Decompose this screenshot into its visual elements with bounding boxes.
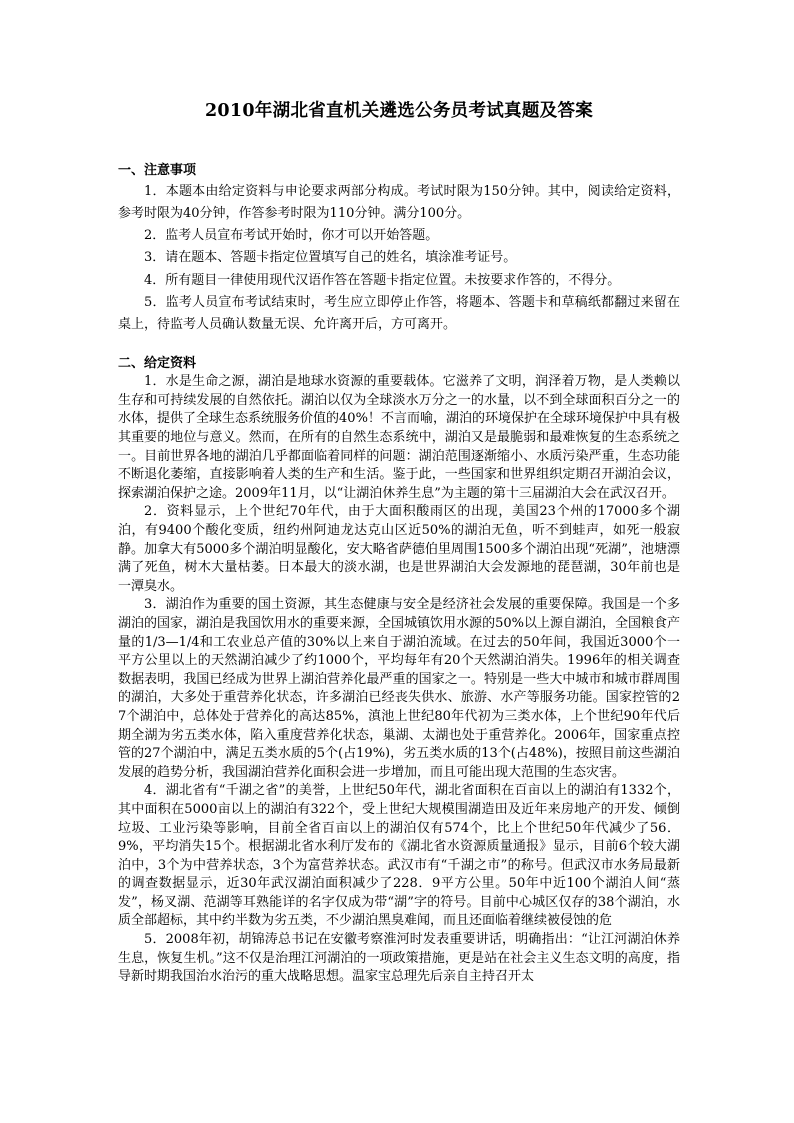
- document-title: 2010年湖北省直机关遴选公务员考试真题及答案: [204, 101, 594, 121]
- notes-paragraph-5: 5．监考人员宣布考试结束时，考生应立即停止作答，将题本、答题卡和草稿纸都翻过来留在桌上，待监考人员确认数量无误、允许离开后，方可离开。: [118, 295, 680, 333]
- material-paragraph-5: 5．2008年初，胡锦涛总书记在安徽考察淮河时发表重要讲话，明确指出：“让江河湖泊休养生息，恢复生机。”这不仅是治理江河湖泊的一项政策措施，更是站在社会主义生态文明的高度，指导新时期我国治水治污的重大战略思想。温家宝总理先后亲自主持召开太: [118, 932, 680, 985]
- notes-paragraph-1: 1．本题本由给定资料与申论要求两部分构成。考试时限为150分钟。其中，阅读给定资料，参考时限为40分钟，作答参考时限为110分钟。满分100分。: [118, 183, 680, 221]
- notes-paragraph-2: 2．监考人员宣布考试开始时，你才可以开始答题。: [144, 228, 439, 244]
- notes-paragraph-3: 3．请在题本、答题卡指定位置填写自己的姓名，填涂准考证号。: [144, 250, 517, 266]
- notes-paragraph-4: 4．所有题目一律使用现代汉语作答在答题卡指定位置。未按要求作答的，不得分。: [144, 272, 621, 288]
- section-materials: [118, 355, 680, 987]
- material-paragraph-3: 3．湖泊作为重要的国土资源，其生态健康与安全是经济社会发展的重要保障。我国是一个多湖泊的国家，湖泊是我国饮用水的重要来源，全国城镇饮用水源的50%以上源自湖泊，全国粮食产量的1/3—1/4和工农业总产值的30%以上来自于湖泊流域。在过去的50年间，我国近3000个一平方公里以上的天然湖泊减少了约1000个，平均每年有20个天然湖泊消失。1996年的相关调查数据表明，我国已经成为世界上湖泊营养化最严重的国家之一。特别是一些大中城市和城市群周围的湖泊，大多处于重营养化状态，许多湖泊已经丧失供水、旅游、水产等服务功能。国家控管的27个湖泊中，总体处于营养化的高达85%，滇池上世纪80年代初为三类水体，上个世纪90年代后期全湖为劣五类水体，陷入重度营养化状态，巢湖、太湖也处于重营养化。2006年，国家重点控管的27个湖泊中，满足五类水质的5个(占19%)，劣五类水质的13个(占48%)，按照目前这些湖泊发展的趋势分析，我国湖泊营养化面积会进一步增加，而且可能出现大范围的生态灾害。: [118, 597, 680, 780]
- material-paragraph-2: 2．资料显示，上个世纪70年代，由于大面积酸雨区的出现，美国23个州的17000多个湖泊，有9400个酸化变质，纽约州阿迪龙达克山区近50%的湖泊无鱼，听不到蛙声，如死一般寂静。加拿大有5000多个湖泊明显酸化，安大略省萨德伯里周围1500多个湖泊出现“死湖”，池塘漂满了死鱼，树木大量枯萎。日本最大的淡水湖，也是世界湖泊大会发源地的琵琶湖，30年前也是一潭臭水。: [118, 504, 680, 594]
- material-paragraph-1: 1．水是生命之源，湖泊是地球水资源的重要载体。它滋养了文明，润泽着万物，是人类赖以生存和可持续发展的自然依托。湖泊以仅为全球淡水万分之一的水量，以不到全球面积百分之一的水体，提供了全球生态系统服务价值的40%！不言而喻，湖泊的环境保护在全球环境保护中具有极其重要的地位与意义。然而，在所有的自然生态系统中，湖泊又是最脆弱和最难恢复的生态系统之一。目前世界各地的湖泊几乎都面临着同样的问题：湖泊范围逐渐缩小、水质污染严重，生态功能不断退化萎缩，直接影响着人类的生产和生活。鉴于此，一些国家和世界组织定期召开湖泊会议，探索湖泊保护之途。2009年11月，以“让湖泊休养生息”为主题的第十三届湖泊大会在武汉召开。: [118, 374, 680, 501]
- section-heading: 一、注意事项: [118, 163, 197, 178]
- section-heading: 二、给定资料: [118, 355, 197, 371]
- material-paragraph-4: 4．湖北省有“千湖之省”的美誉，上世纪50年代，湖北省面积在百亩以上的湖泊有1332个，其中面积在5000亩以上的湖泊有322个，受上世纪大规模围湖造田及近年来房地产的开发、倾倒垃圾、工业污染等影响，目前全省百亩以上的湖泊仅有574个，比上个世纪50年代减少了56．9%，平均消失15个。根据湖北省水利厅发布的《湖北省水资源质量通报》显示，目前6个较大湖泊中，3个为中营养状态，3个为富营养状态。武汉市有“千湖之市”的称号。但武汉市水务局最新的调查数据显示，近30年武汉湖泊面积减少了228．9平方公里。50年中近100个湖泊人间“蒸发”，杨叉湖、范湖等耳熟能详的名字仅成为带“湖”字的符号。目前中心城区仅存的38个湖泊，水质全部超标，其中约半数为劣五类，不少湖泊黑臭难闻，而且还面临着继续被侵蚀的危: [118, 783, 680, 929]
- section-notes: [118, 162, 680, 337]
